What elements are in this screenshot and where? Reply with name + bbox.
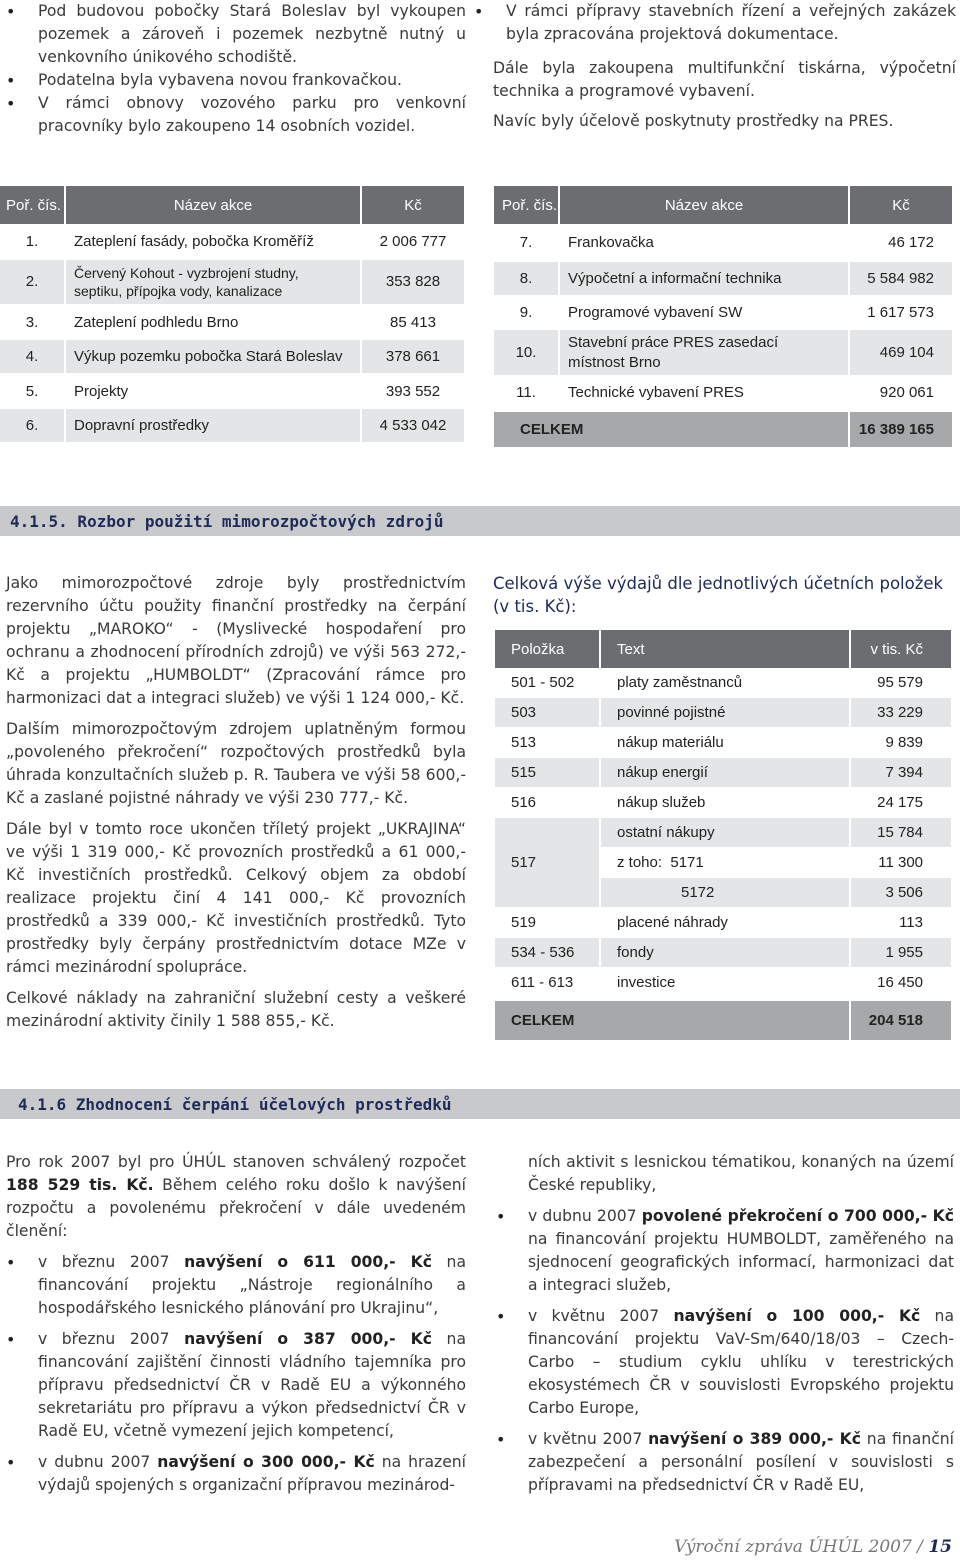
paragraph: Celkové náklady na zahraniční služební cesty a veškeré mezinárodní aktivity činily 1 588 855,- Kč. xyxy=(6,989,466,1030)
table-row xyxy=(494,376,952,410)
cell-amount: 1 955 xyxy=(885,944,923,961)
cell-no: 6. xyxy=(0,409,66,442)
cell-amount: 3 506 xyxy=(885,884,923,901)
section2-left xyxy=(6,1151,466,1497)
cell-code: 516 xyxy=(495,788,601,817)
cell-amount: 46 172 xyxy=(888,234,934,251)
footer-text: Výroční zpráva ÚHÚL 2007 / xyxy=(674,1537,923,1557)
list-item: • V rámci přípravy stavebních řízení a veřejných zakázek byla zpracována projektová dokumentace. xyxy=(468,0,956,46)
cell-text: 5172 xyxy=(601,878,851,907)
column-header: Poř. čís. xyxy=(494,186,560,224)
column-header: Kč xyxy=(404,196,422,214)
cell-name: Dopravní prostředky xyxy=(66,409,362,442)
table-row xyxy=(495,938,951,968)
cell-no: 3. xyxy=(0,305,66,339)
table-header xyxy=(494,186,952,224)
column-header: Poř. čís. xyxy=(0,186,66,224)
cell-name: Výkup pozemku pobočka Stará Boleslav xyxy=(66,340,362,373)
table-row xyxy=(495,698,951,728)
cell-no: 10. xyxy=(494,330,560,375)
cell-amount: 11 300 xyxy=(878,854,923,871)
column-header: Text xyxy=(601,630,851,668)
table3-title: Celková výše výdajů dle jednotlivých účetních položek (v tis. Kč): xyxy=(493,574,944,616)
table-row xyxy=(0,260,464,305)
cell-no: 4. xyxy=(0,340,66,373)
cell-text: povinné pojistné xyxy=(601,698,851,727)
table-expenses xyxy=(495,630,951,1041)
table-row xyxy=(495,728,951,758)
cell-amount: 16 450 xyxy=(877,974,923,991)
cell-no: 1. xyxy=(0,224,66,259)
table-header xyxy=(495,630,951,668)
cell-text: placené náhrady xyxy=(601,908,851,937)
cell-amount: 393 552 xyxy=(385,382,441,400)
cell-code: 513 xyxy=(495,728,601,757)
cell-amount: 7 394 xyxy=(885,764,923,781)
table-row xyxy=(0,305,464,340)
cell-amount: 85 413 xyxy=(390,313,436,331)
list-item: • v březnu 2007 navýšení o 611 000,- Kč na financování projektu „Nástroje regionálního a hospodářského lesnického plánování pro Ukrajinu“, xyxy=(0,1251,466,1320)
paragraph: Dále byl v tomto roce ukončen tříletý projekt „UKRAJINA“ ve výši 1 319 000,- Kč provozních prostředků a 61 000,- Kč investičních prostředků. Celkový objem za období realizace projektu činí 4 141 000,- Kč provozních prostředků a 339 000,- Kč investičních prostředků. Tyto prostředky byly čerpány prostřednictvím dotace MZe v rámci mezinárodní spolupráce. xyxy=(6,820,466,976)
cell-amount: 5 584 982 xyxy=(867,270,934,287)
cell-amount: 1 617 573 xyxy=(867,304,934,321)
cell-amount: 353 828 xyxy=(385,273,441,290)
column-header: Položka xyxy=(495,630,601,668)
cell-no: 2. xyxy=(0,260,66,304)
cell-name: Projekty xyxy=(66,374,362,408)
list-item: • Podatelna byla vybavena novou frankovačkou. xyxy=(0,69,466,92)
cell-name: Technické vybavení PRES xyxy=(560,376,850,409)
cell-text: investice xyxy=(601,968,851,997)
paragraph: ních aktivit s lesnickou tématikou, konaných na území České republiky, xyxy=(528,1153,954,1194)
cell-amount: 378 661 xyxy=(385,348,441,365)
top-right-text xyxy=(468,0,956,133)
section-heading: 4.1.5. Rozbor použití mimorozpočtových zdrojů xyxy=(0,506,960,536)
cell-name: Zateplení fasády, pobočka Kroměříž xyxy=(66,224,362,259)
cell-code: 517 xyxy=(495,818,601,908)
section1-text xyxy=(6,572,466,1033)
table-row xyxy=(495,788,951,818)
cell-total-label: CELKEM xyxy=(495,1001,851,1040)
cell-no: 8. xyxy=(494,262,560,295)
cell-total-amount: 204 518 xyxy=(868,1012,923,1029)
table-actions-2 xyxy=(494,186,952,448)
cell-no: 11. xyxy=(494,376,560,409)
cell-no: 9. xyxy=(494,296,560,329)
cell-name: Stavební práce PRES zasedací místnost Brno xyxy=(560,330,850,375)
table-row xyxy=(495,668,951,698)
list-item: • v dubnu 2007 povolené překročení o 700 000,- Kč na financování projektu HUMBOLDT, zaměřeného na sjednocení geografických informací, harmonizaci dat a integraci služeb, xyxy=(490,1205,954,1297)
list-item: • Pod budovou pobočky Stará Boleslav byl vykoupen pozemek a zároveň i pozemek nezbytně nutný u venkovního únikového schodiště. xyxy=(0,0,466,69)
column-header: Název akce xyxy=(66,186,362,224)
paragraph: Dalším mimorozpočtovým zdrojem uplatněným formou „povoleného překročení“ rozpočtových prostředků byla úhrada konzultačních služeb p. R. Taubera ve výši 58 600,- Kč a zaslané pojistné náhrady ve výši 230 777,- Kč. xyxy=(6,720,466,807)
table-row xyxy=(0,340,464,374)
column-header: Název akce xyxy=(560,186,850,224)
cell-amount: 33 229 xyxy=(877,704,923,721)
table-row xyxy=(601,848,951,878)
cell-text: nákup energií xyxy=(601,758,851,787)
cell-total-amount: 16 389 165 xyxy=(858,421,934,438)
cell-text: nákup materiálu xyxy=(601,728,851,757)
cell-amount: 95 579 xyxy=(877,674,923,691)
list-item: • V rámci obnovy vozového parku pro venkovní pracovníky bylo zakoupeno 14 osobních vozidel. xyxy=(0,92,466,138)
column-header: v tis. Kč xyxy=(870,640,923,658)
table-actions-1 xyxy=(0,186,464,443)
table-row xyxy=(495,758,951,788)
table-row xyxy=(494,262,952,296)
cell-amount: 9 839 xyxy=(885,734,923,751)
table-row xyxy=(494,330,952,376)
cell-code: 519 xyxy=(495,908,601,937)
table-row xyxy=(0,374,464,409)
cell-name: Frankovačka xyxy=(560,224,850,261)
budget-amount: 188 529 tis. Kč. xyxy=(6,1176,154,1194)
page-footer xyxy=(674,1537,952,1557)
table-row-group xyxy=(495,818,951,908)
top-left-bullets xyxy=(0,0,466,138)
table-row xyxy=(495,908,951,938)
section-heading: 4.1.6 Zhodnocení čerpání účelových prostředků xyxy=(0,1089,960,1119)
cell-no: 7. xyxy=(494,224,560,261)
cell-text: fondy xyxy=(601,938,851,967)
cell-amount: 2 006 777 xyxy=(379,233,447,250)
table-total-row xyxy=(495,1001,951,1041)
cell-code: 611 - 613 xyxy=(495,968,601,997)
paragraph: Navíc byly účelově poskytnuty prostředky na PRES. xyxy=(493,112,894,130)
cell-name: Programové vybavení SW xyxy=(560,296,850,329)
table-total-row xyxy=(494,412,952,448)
text-span: Pro rok 2007 byl pro ÚHÚL stanoven schválený rozpočet xyxy=(6,1153,466,1171)
cell-no: 5. xyxy=(0,374,66,408)
cell-amount: 920 061 xyxy=(879,384,934,401)
cell-code: 534 - 536 xyxy=(495,938,601,967)
list-item: • v květnu 2007 navýšení o 100 000,- Kč na financování projektu VaV-Sm/640/18/03 – Czech-Carbo – studium cyklu uhlíku v terestrických ekosystémech ČR v souvislosti Evropského projektu Carbo Europe, xyxy=(490,1305,954,1420)
table-row xyxy=(494,296,952,330)
cell-text: nákup služeb xyxy=(601,788,851,817)
cell-code: 501 - 502 xyxy=(495,668,601,697)
table-row xyxy=(0,409,464,443)
paragraph: Jako mimorozpočtové zdroje byly prostřednictvím rezervního účtu použity finanční prostředky na čerpání projektu „MAROKO“ - (Myslivecké hospodaření pro ochranu a zhodnocení přírodních zdrojů) ve výši 563 272,- Kč a projektu „HUMBOLDT“ (Zpracování rámce pro harmonizaci dat a integraci služeb) ve výši 1 124 000,- Kč. xyxy=(6,574,466,707)
text-span: Během celého roku došlo k navýšení rozpočtu a povolenému překročení v dále uvedeném členění: xyxy=(6,1176,466,1240)
table-header xyxy=(0,186,464,224)
column-header: Kč xyxy=(892,196,910,214)
cell-amount: 469 104 xyxy=(879,343,934,361)
cell-total-label: CELKEM xyxy=(494,412,850,447)
cell-text: platy zaměstnanců xyxy=(601,668,851,697)
cell-name: Výpočetní a informační technika xyxy=(560,262,850,295)
cell-code: 503 xyxy=(495,698,601,727)
list-item: • v březnu 2007 navýšení o 387 000,- Kč na financování zajištění činnosti vládního tajemníka pro přípravu předsednictví ČR v Radě EU a výkonného sekretariátu pro přípravu a výkon předsednictví ČR v Radě EU, včetně vymezení jejich kompetencí, xyxy=(0,1328,466,1443)
table-row xyxy=(601,818,951,848)
table-row xyxy=(495,968,951,998)
list-item: • v květnu 2007 navýšení o 389 000,- Kč na finanční zabezpečení a personální posílení v souvislosti s přípravami na předsednictví ČR v Radě EU, xyxy=(490,1428,954,1497)
cell-amount: 113 xyxy=(899,914,923,931)
cell-text: z toho: 5171 xyxy=(601,848,851,877)
paragraph xyxy=(6,1151,466,1243)
paragraph: Dále byla zakoupena multifunkční tiskárna, výpočetní technika a programové vybavení. xyxy=(493,59,956,100)
cell-amount: 15 784 xyxy=(877,824,923,841)
cell-name: Zateplení podhledu Brno xyxy=(66,305,362,339)
section2-right xyxy=(490,1151,954,1497)
cell-amount: 4 533 042 xyxy=(379,417,447,434)
list-item: • v dubnu 2007 navýšení o 300 000,- Kč na hrazení výdajů spojených s organizační přípravou mezinárod- xyxy=(0,1451,466,1497)
table-row xyxy=(494,224,952,262)
cell-text: ostatní nákupy xyxy=(601,818,851,847)
cell-name: Červený Kohout - vyzbrojení studny, septiku, přípojka vody, kanalizace xyxy=(66,260,362,304)
cell-amount: 24 175 xyxy=(877,794,923,811)
table-row xyxy=(601,878,951,908)
page-number: 15 xyxy=(928,1537,952,1557)
table-row xyxy=(0,224,464,260)
cell-code: 515 xyxy=(495,758,601,787)
